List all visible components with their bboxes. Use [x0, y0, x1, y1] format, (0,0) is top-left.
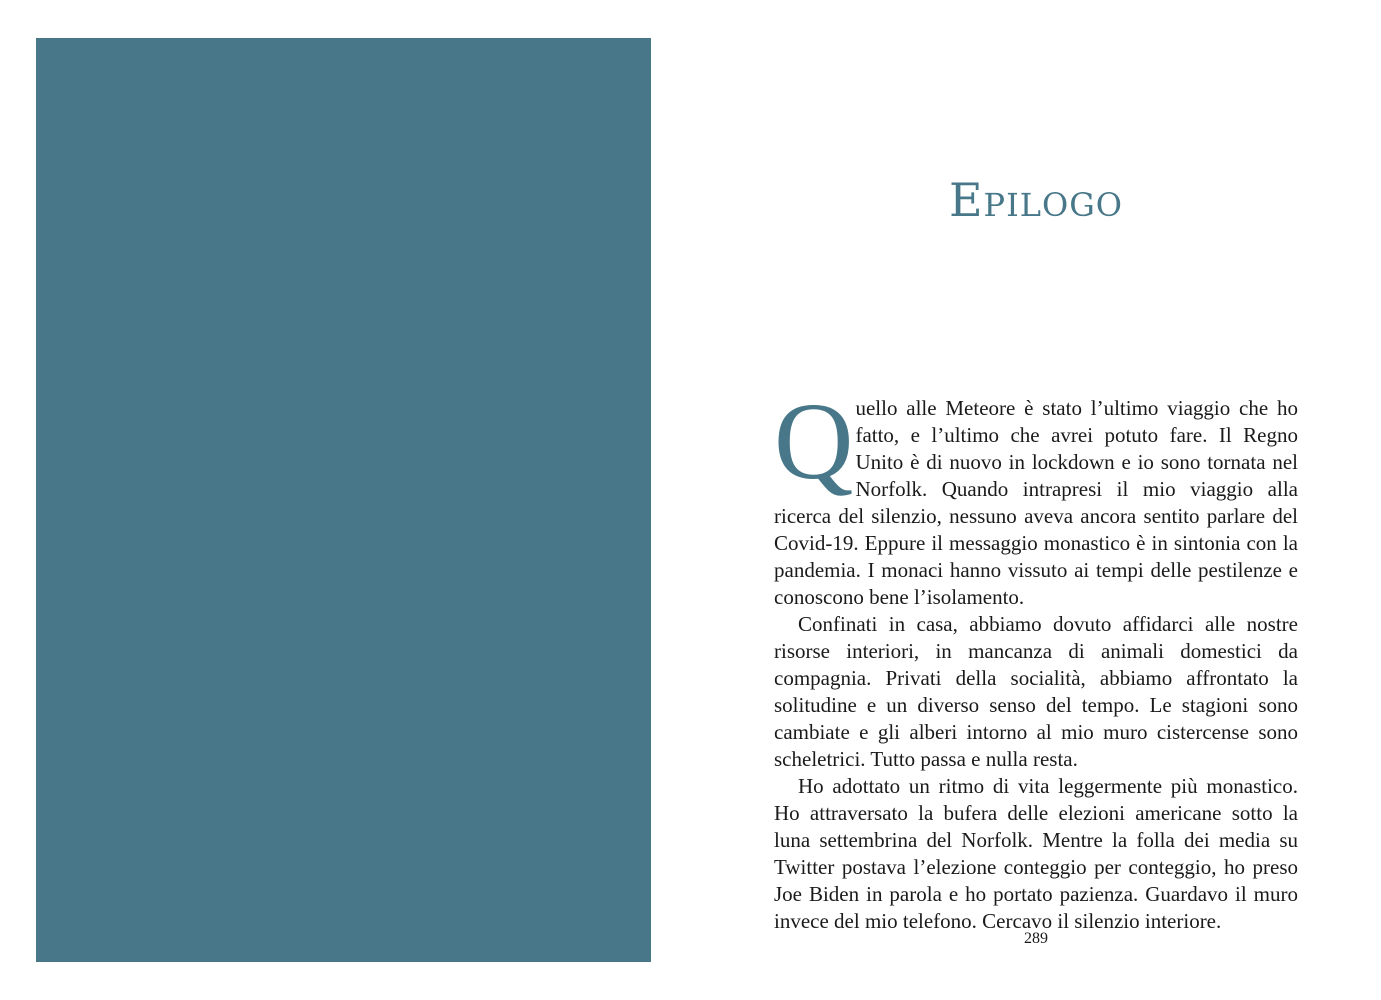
page-number: 289: [1024, 930, 1048, 947]
paragraph-1-text: uello alle Meteore è stato l’ultimo viaggio che ho fatto, e l’ultimo che avrei potuto fare. Il Regno Unito è di nuovo in lockdown e io sono tornata nel Norfolk. Quando intrapresi il mio viaggio alla ricerca del silenzio, nessuno aveva ancora sentito parlare del Covid-19. Eppure il messaggio monastico è in sintonia con la pandemia. I monaci hanno vissuto ai tempi delle pestilenze e conoscono bene l’isolamento.: [774, 396, 1298, 609]
paragraph-2: Confinati in casa, abbiamo dovuto affidarci alle nostre risorse interiori, in mancanza di animali domestici da compagnia. Privati della socialità, abbiamo affrontato la solitudine e un diverso senso del tempo. Le stagioni sono cambiate e gli alberi intorno al mio muro cistercense sono scheletrici. Tutto passa e nulla resta.: [774, 612, 1298, 771]
left-page-color-block: [36, 38, 651, 962]
paragraph-3: Ho adottato un ritmo di vita leggermente più monastico. Ho attraversato la bufera delle elezioni americane sotto la luna settembrina del Norfolk. Mentre la folla dei media su Twitter postava l’elezione conteggio per conteggio, ho preso Joe Biden in parola e ho portato pazienza. Guardavo il muro invece del mio telefono. Cercavo il silenzio interiore.: [774, 774, 1298, 933]
chapter-title: Epilogo: [948, 173, 1124, 227]
paragraph-1: [774, 380, 1298, 611]
chapter-body: [774, 380, 1298, 935]
drop-cap: Q: [774, 380, 854, 502]
